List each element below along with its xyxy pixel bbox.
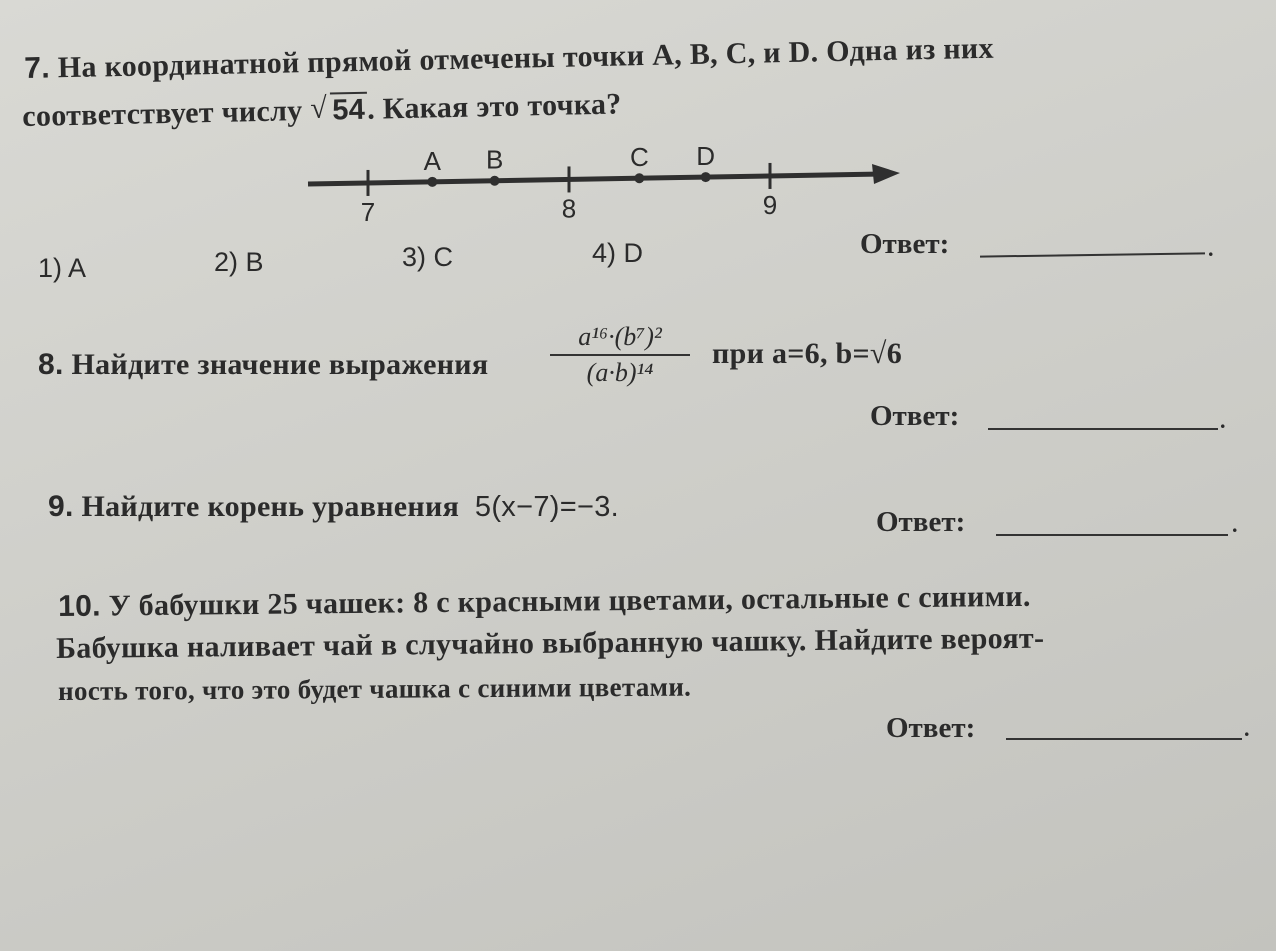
task7-line2 <box>22 87 622 134</box>
task8-answer-line[interactable] <box>988 428 1218 430</box>
task10-line1-text: У бабушки 25 чашек: 8 с красными цветами, остальные с синими. <box>108 579 1031 623</box>
number-line-point <box>634 173 644 183</box>
fraction-bar <box>550 354 690 356</box>
task8-fraction <box>550 322 690 388</box>
task8-text-row <box>38 348 488 382</box>
task9-answer-dot: . <box>1232 512 1238 537</box>
task10-line3: ность того, что это будет чашка с синими цветами. <box>58 671 692 706</box>
task8-answer-dot: . <box>1220 408 1226 433</box>
task10-answer-line[interactable] <box>1006 738 1242 740</box>
task10-answer-label: Ответ: <box>886 712 976 744</box>
task7-line2-before: соответствует числу <box>22 94 303 133</box>
task9-answer-line[interactable] <box>996 534 1228 536</box>
number-line-axis <box>308 174 882 184</box>
number-line-point <box>427 177 437 187</box>
task9-text-row <box>48 490 619 524</box>
number-line-point <box>490 176 500 186</box>
task8-answer-label: Ответ: <box>870 400 960 432</box>
arrow-head-icon <box>872 164 900 184</box>
task9-equation: 5(x−7)=−3. <box>474 491 619 523</box>
task8-denominator: (a·b)¹⁴ <box>586 358 654 387</box>
task8-condition: при a=6, b=√6 <box>712 337 902 370</box>
radical-icon: √ <box>309 91 328 125</box>
task8-number: 8. <box>38 348 64 381</box>
task7-line2-after: . Какая это точка? <box>366 87 622 126</box>
number-line-point-label: D <box>696 141 716 172</box>
task10-line2: Бабушка наливает чай в случайно выбранную чашку. Найдите вероят- <box>56 621 1045 665</box>
task10-line1 <box>58 580 1031 624</box>
number-line-tick-label: 7 <box>360 196 376 227</box>
number-line-point <box>701 172 711 182</box>
task7-option-3: 3) C <box>402 242 454 272</box>
task7-line1-text: На координатной прямой отмечены точки A, B, C, и D. Одна из них <box>57 31 995 85</box>
number-line-point-label: A <box>423 145 441 176</box>
task7-answer-line[interactable] <box>980 252 1205 257</box>
task7-answer-dot: . <box>1208 236 1214 261</box>
task9-text: Найдите корень уравнения <box>81 490 460 523</box>
task10-answer-dot: . <box>1244 716 1250 741</box>
number-line <box>300 140 920 230</box>
number-line-tick-label: 8 <box>561 193 577 224</box>
task7-option-1: 1) A <box>38 253 87 283</box>
task10-number: 10. <box>58 589 101 623</box>
task7-option-2: 2) B <box>214 247 264 277</box>
task7-line1 <box>24 32 994 86</box>
task8-numerator: a¹⁶·(b⁷)² <box>578 322 662 351</box>
task7-number: 7. <box>24 51 51 85</box>
task9-answer-label: Ответ: <box>876 506 966 538</box>
number-line-tick-label: 9 <box>762 189 778 220</box>
number-line-point-label: C <box>629 142 649 173</box>
task7-answer-label: Ответ: <box>860 228 950 260</box>
task7-sqrt-value: 54 <box>330 92 368 127</box>
task7-option-4: 4) D <box>592 238 644 268</box>
task9-number: 9. <box>48 490 74 523</box>
task7-sqrt <box>310 93 368 128</box>
task8-text: Найдите значение выражения <box>71 348 489 381</box>
number-line-point-label: B <box>485 144 504 175</box>
